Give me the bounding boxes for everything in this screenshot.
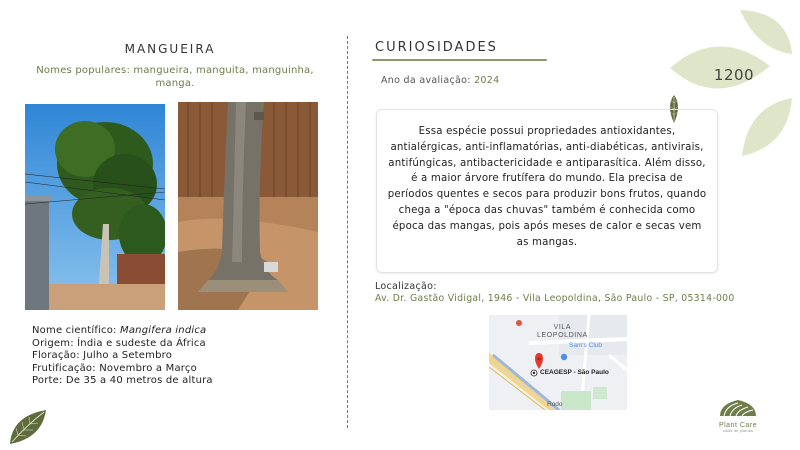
map-street-label: Rodo: [547, 401, 563, 408]
tree-trunk-photo: [178, 102, 318, 310]
origin: Origem: Índia e sudeste da África: [32, 337, 206, 349]
evaluation-year-value: 2024: [474, 75, 500, 86]
flowering: Floração: Julho a Setembro: [32, 350, 173, 361]
column-divider: [347, 36, 348, 428]
tree-canopy-photo: [25, 104, 165, 310]
location-address[interactable]: Av. Dr. Gastão Vidigal, 1946 - Vila Leopoldina, São Paulo - SP, 05314-000: [375, 293, 735, 304]
curiosities-title: CURIOSIDADES: [375, 40, 498, 55]
curiosities-underline: [372, 59, 547, 61]
location-label: Localização:: [375, 281, 437, 292]
logo-name: Plant Care: [718, 422, 758, 429]
tree-title: MANGUEIRA: [124, 42, 216, 56]
evaluation-year: Ano da avaliação: 2024: [381, 75, 500, 86]
leaf-bottom-left-icon: [8, 408, 48, 450]
scientific-name: Nome científico: Mangifera indica: [32, 325, 207, 336]
logo-tagline: cuide de plantas: [722, 429, 754, 433]
tree-number-badge: 1200: [713, 66, 755, 84]
map-store-label: Sam's Club: [569, 342, 603, 349]
plant-care-logo: [708, 396, 768, 433]
location-map[interactable]: [489, 315, 627, 410]
popular-names: Nomes populares: mangueira, manguita, manguinha, manga.: [36, 65, 314, 89]
tree-facts: [32, 325, 213, 388]
curiosity-box: [376, 109, 718, 273]
tree-size: Porte: De 35 a 40 metros de altura: [32, 375, 213, 386]
plant-care-logo-icon: [716, 396, 760, 418]
scientific-name-value: Mangifera indica: [120, 325, 207, 336]
curiosity-text: Essa espécie possui propriedades antioxidantes, antialérgicas, anti-inflamatórias, anti-diabéticas, antivirais, antifúngicas, antibactericidade e antiparasítica. Além disso, é a maior árvore frutífera do mundo. Ela precisa de períodos quentes e secos para produzir bons frutos, quando chega a "época das chuvas" também é conhecida como época das mangas, pois após meses de calor e secas vem as mangas.: [387, 126, 707, 248]
fruiting: Frutificação: Novembro a Março: [32, 362, 197, 374]
map-place-label: CEAGESP - São Paulo: [540, 369, 609, 376]
map-district-label: VILA LEOPOLDINA: [537, 324, 588, 339]
